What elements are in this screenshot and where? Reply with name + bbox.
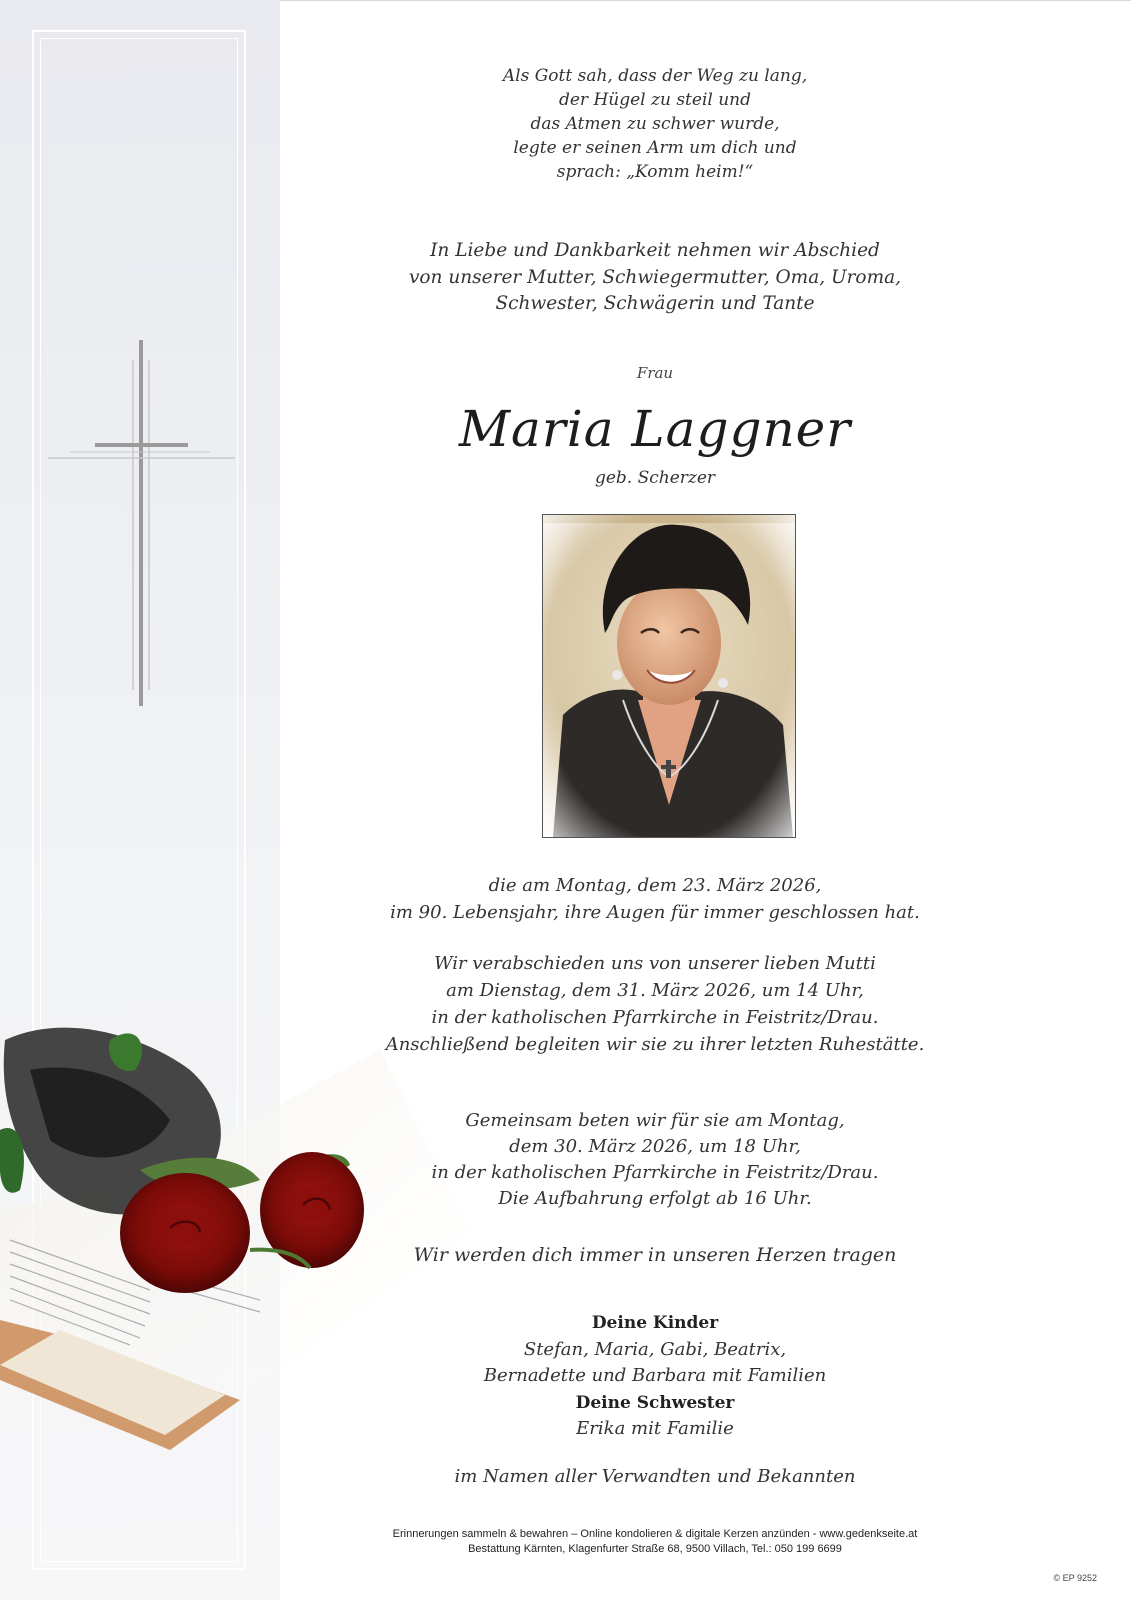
service-line: Anschließend begleiten wir sie zu ihrer letzten Ruhestätte. bbox=[385, 1034, 925, 1055]
birth-name: geb. Scherzer bbox=[594, 468, 716, 488]
prayer-details bbox=[330, 1108, 980, 1212]
cross-icon bbox=[40, 330, 240, 710]
relatives-line: im Namen aller Verwandten und Bekannten bbox=[454, 1466, 856, 1487]
farewell-line: In Liebe und Dankbarkeit nehmen wir Abschied bbox=[430, 240, 880, 261]
verse-line: Als Gott sah, dass der Weg zu lang, bbox=[502, 66, 808, 86]
remembrance-motto: Wir werden dich immer in unseren Herzen tragen bbox=[413, 1244, 897, 1266]
sister-name: Erika mit Familie bbox=[576, 1418, 734, 1439]
opening-verse bbox=[330, 64, 980, 184]
prayer-line: in der katholischen Pfarrkirche in Feistritz/Drau. bbox=[431, 1162, 879, 1183]
farewell-line: Schwester, Schwägerin und Tante bbox=[495, 293, 815, 314]
children-names: Bernadette und Barbara mit Familien bbox=[483, 1365, 827, 1386]
prayer-line: Die Aufbahrung erfolgt ab 16 Uhr. bbox=[498, 1188, 812, 1209]
farewell-line: von unserer Mutter, Schwiegermutter, Oma, Uroma, bbox=[408, 266, 902, 288]
farewell-statement bbox=[330, 238, 980, 318]
mourners-list bbox=[330, 1310, 980, 1443]
death-notice bbox=[330, 872, 980, 926]
verse-line: der Hügel zu steil und bbox=[558, 90, 751, 110]
service-line: am Dienstag, dem 31. März 2026, um 14 Uhr, bbox=[446, 980, 864, 1001]
document-code: © EP 9252 bbox=[1053, 1573, 1097, 1583]
name-prefix: Frau bbox=[636, 364, 674, 382]
service-line: Wir verabschieden uns von unserer lieben Mutti bbox=[434, 953, 876, 974]
footer-website-line: Erinnerungen sammeln & bewahren – Online kondolieren & digitale Kerzen anzünden - www.gedenkseite.at bbox=[392, 1528, 918, 1540]
footer-address-line: Bestattung Kärnten, Klagenfurter Straße 68, 9500 Villach, Tel.: 050 199 6699 bbox=[468, 1543, 842, 1555]
service-line: in der katholischen Pfarrkirche in Feistritz/Drau. bbox=[431, 1007, 879, 1028]
verse-line: legte er seinen Arm um dich und bbox=[513, 138, 797, 158]
portrait-photo bbox=[542, 514, 796, 838]
funeral-service-details bbox=[330, 950, 980, 1058]
footer bbox=[330, 1527, 980, 1557]
children-names: Stefan, Maria, Gabi, Beatrix, bbox=[523, 1338, 787, 1360]
sister-heading: Deine Schwester bbox=[575, 1392, 735, 1413]
verse-line: das Atmen zu schwer wurde, bbox=[530, 114, 780, 134]
portrait-image bbox=[543, 515, 795, 837]
death-notice-line: im 90. Lebensjahr, ihre Augen für immer geschlossen hat. bbox=[390, 902, 920, 923]
prayer-line: dem 30. März 2026, um 18 Uhr, bbox=[509, 1136, 801, 1157]
deceased-name: Maria Laggner bbox=[458, 400, 852, 458]
children-heading: Deine Kinder bbox=[591, 1313, 719, 1333]
prayer-line: Gemeinsam beten wir für sie am Montag, bbox=[465, 1110, 845, 1131]
death-notice-line: die am Montag, dem 23. März 2026, bbox=[488, 875, 822, 896]
verse-line: sprach: „Komm heim!“ bbox=[556, 162, 754, 182]
